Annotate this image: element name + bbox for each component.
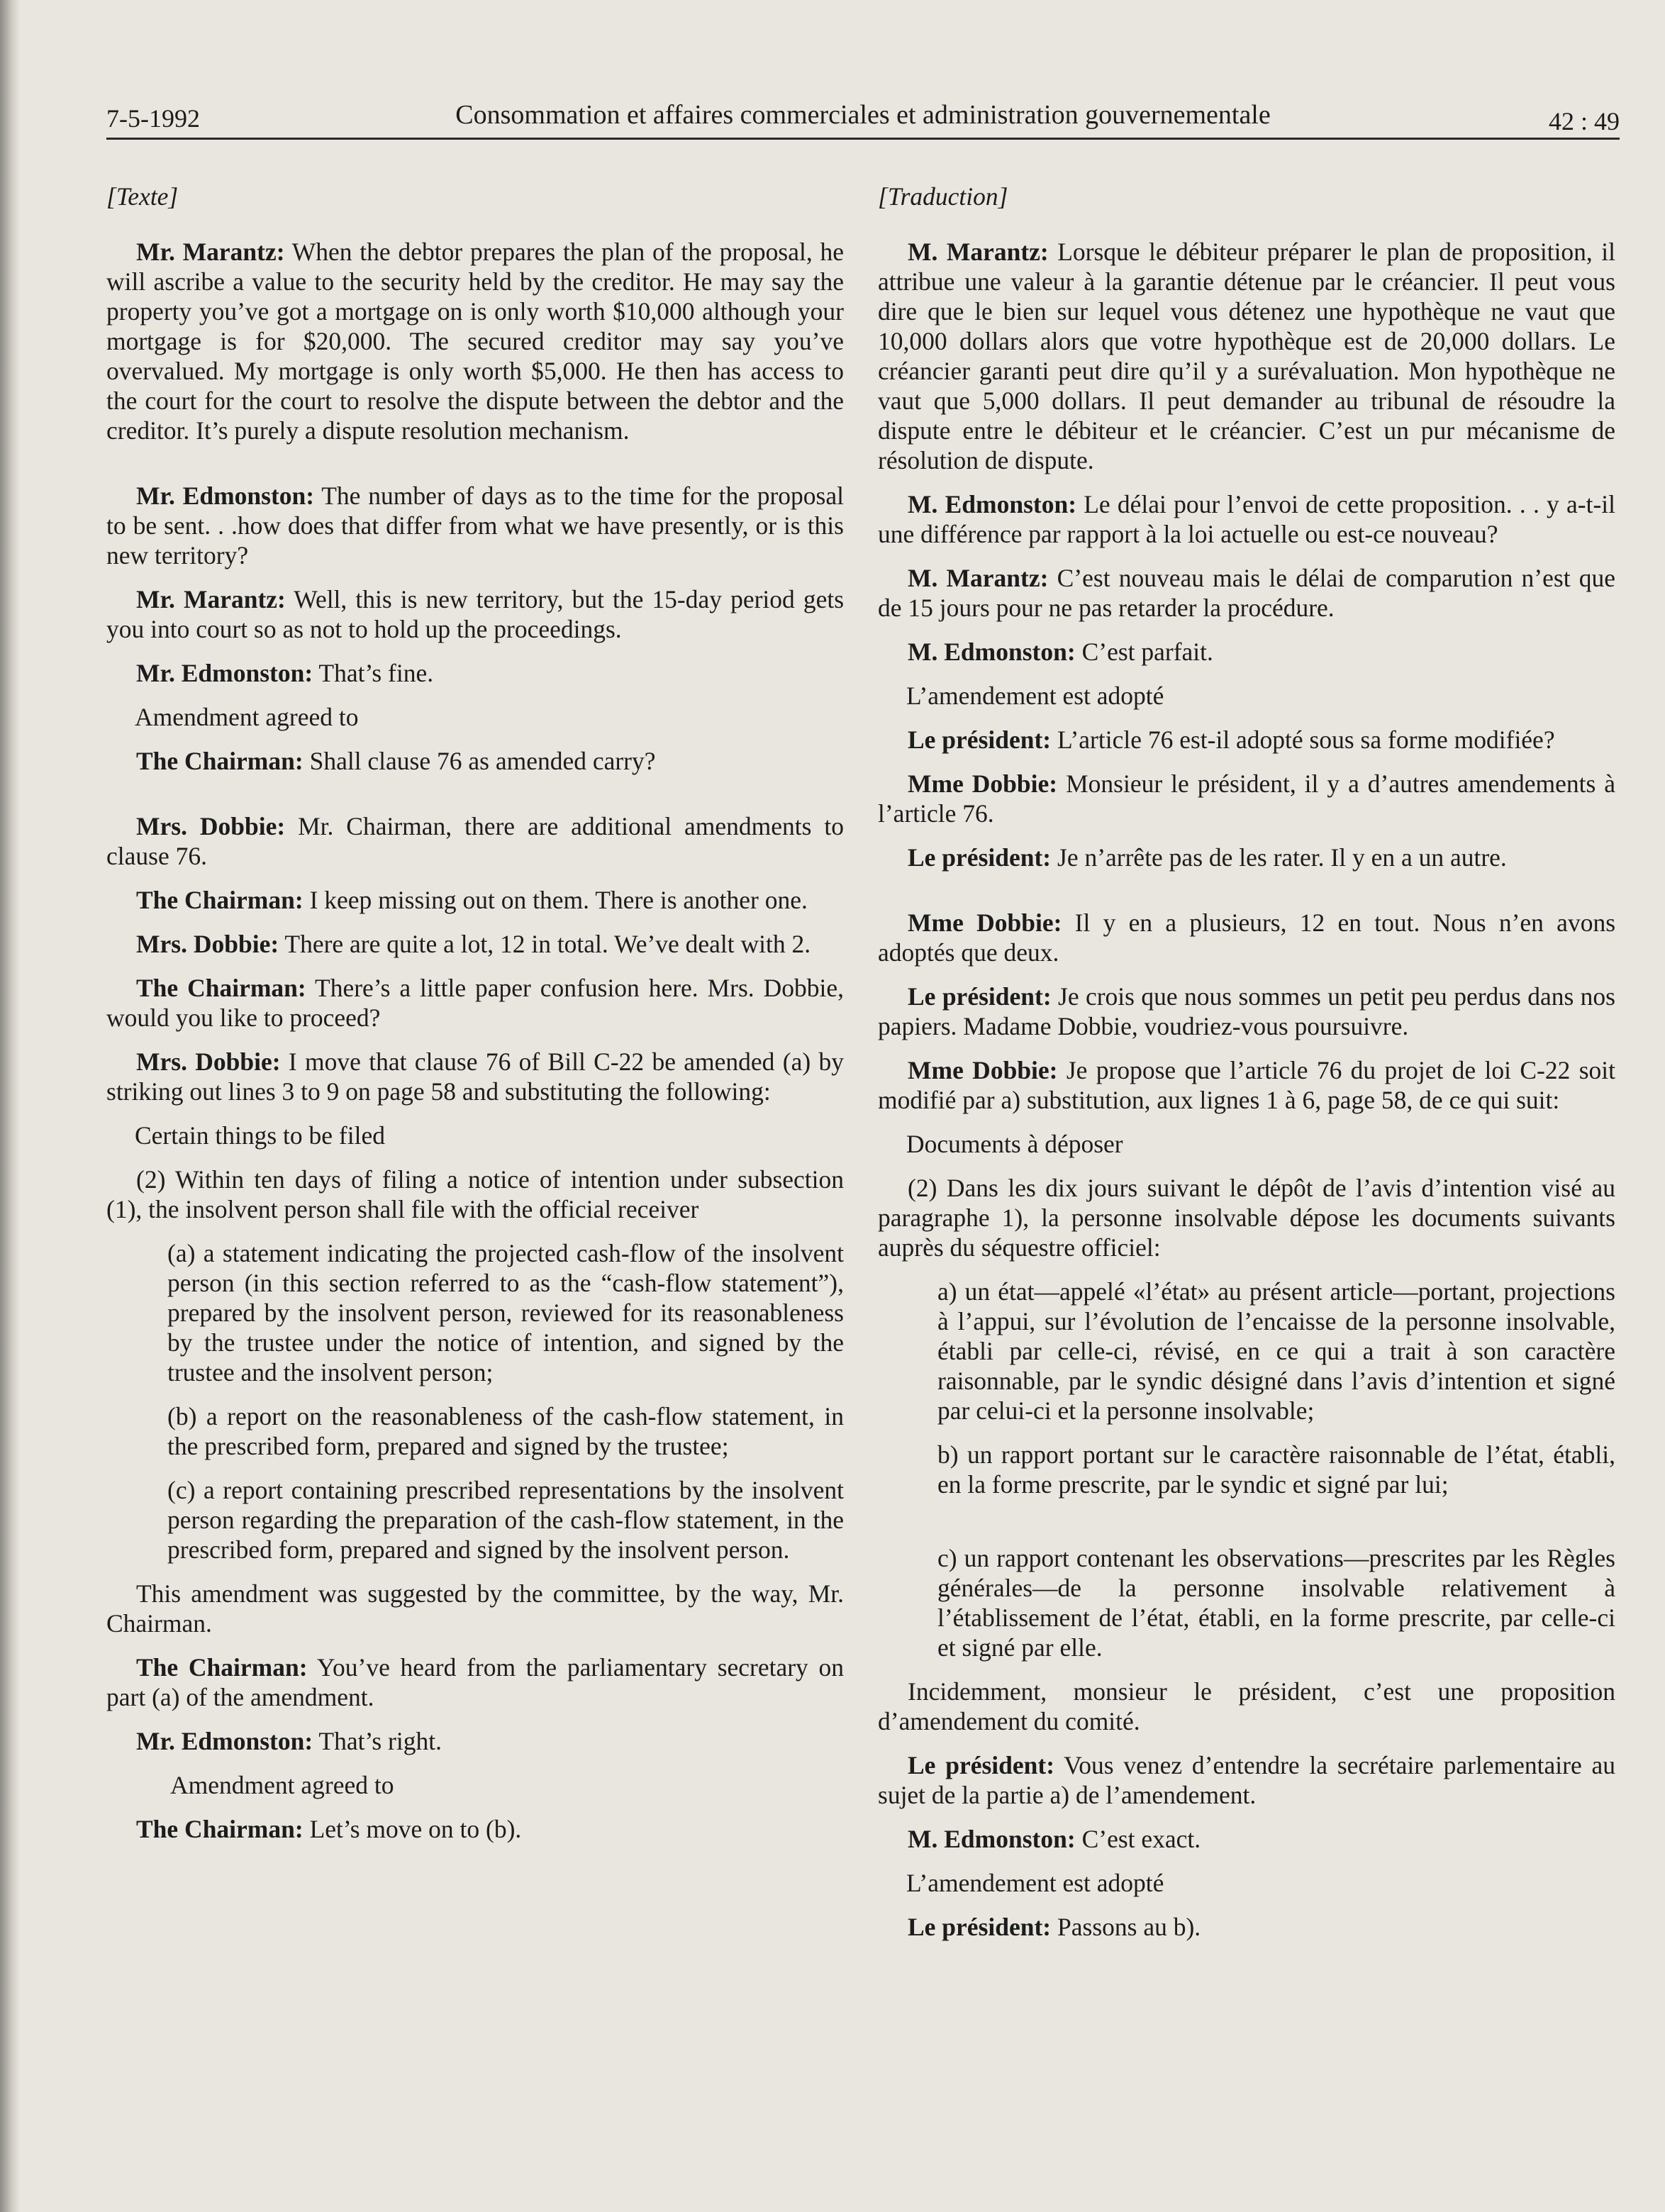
- speech-text: Let’s move on to (b).: [303, 1815, 522, 1843]
- speaker-name: Le président:: [908, 1913, 1052, 1941]
- speech-paragraph: [878, 489, 1615, 549]
- speech-paragraph: [106, 1047, 844, 1106]
- speech-paragraph: [878, 237, 1615, 475]
- header-page-number: 42 : 49: [1548, 107, 1620, 135]
- speech-paragraph: [106, 237, 844, 445]
- translation-tag: [Traduction]: [878, 182, 1008, 211]
- speech-paragraph: [878, 1912, 1615, 1942]
- speech-paragraph: [106, 481, 844, 570]
- speech-text: C’est exact.: [1075, 1825, 1201, 1853]
- amendment-text: (2) Within ten days of filing a notice of intention under subsection (1), the insolvent person shall file with the official receiver: [106, 1165, 844, 1223]
- speaker-name: Mr. Edmonston:: [136, 659, 313, 687]
- speaker-name: Le président:: [908, 843, 1052, 872]
- header-date: 7-5-1992: [106, 104, 200, 133]
- amendment-item-b: (b) a report on the reasonableness of the cash-flow statement, in the prescribed form, prepared and signed by the trustee;: [167, 1402, 844, 1460]
- speech-text: Well, this is new territory, but the 15-day period gets you into court so as not to hold up the proceedings.: [106, 585, 845, 643]
- speech-paragraph: Incidemment, monsieur le président, c’est une proposition d’amendement du comité.: [878, 1677, 1615, 1735]
- speech-text: Je n’arrête pas de les rater. Il y en a un autre.: [1051, 843, 1507, 872]
- speech-paragraph: This amendment was suggested by the committee, by the way, Mr. Chairman.: [106, 1579, 844, 1638]
- speech-text: That’s fine.: [313, 659, 434, 687]
- speech-paragraph: [106, 1814, 844, 1844]
- speech-paragraph: [106, 929, 844, 959]
- amendment-item-a: a) un état—appelé «l’état» au présent article—portant, projections à l’appui, sur l’évolution de l’encaisse de la personne insolvable, établi par celle-ci, révisé, en ce qui a trait à son caractère raisonnable, par le syndic désigné dans l’avis d’intention et signé par celui-ci et la personne insolvable;: [937, 1277, 1615, 1425]
- speech-paragraph: [106, 811, 844, 871]
- speech-paragraph: [106, 885, 844, 915]
- amendment-item-c: c) un rapport contenant les observations—prescrites par les Règles générales—de la personne insolvable relativement à l’établissement de l’état, établi, en la forme prescrite, par celle-ci et signé par elle.: [937, 1544, 1615, 1662]
- speaker-name: Mr. Marantz:: [136, 238, 285, 266]
- speech-paragraph: [106, 584, 844, 644]
- text-tag: [Texte]: [106, 182, 179, 211]
- speech-paragraph: [106, 746, 844, 776]
- speaker-name: M. Edmonston:: [908, 1825, 1076, 1853]
- speech-paragraph: [106, 658, 844, 688]
- speech-text: Lorsque le débiteur préparer le plan de proposition, il attribue une valeur à la garantie détenue par le créancier. Il peut vous dire que le bien sur lequel vous détenez une hypothèque ne vaut que 10,000 dollars alors que votre hypothèque est de 20,000 dollars. Le créancier garanti peut dire qu’il y a surévaluation. Mon hypothèque ne vaut que 5,000 dollars. Il peut demander au tribunal de résoudre la dispute entre le débiteur et le créancier. C’est un pur mécanisme de résolution de dispute.: [878, 238, 1615, 474]
- speaker-name: M. Marantz:: [908, 238, 1049, 266]
- speech-text: There are quite a lot, 12 in total. We’ve dealt with 2.: [279, 930, 811, 958]
- speech-text: You’ve heard from the parliamentary secretary on part (a) of the amendment.: [106, 1653, 844, 1711]
- speaker-name: The Chairman:: [136, 886, 304, 914]
- speech-paragraph: [878, 908, 1615, 967]
- speaker-name: Mr. Edmonston:: [136, 1727, 313, 1755]
- speaker-name: Mme Dobbie:: [908, 908, 1062, 937]
- speaker-name: Mrs. Dobbie:: [136, 1047, 281, 1076]
- speech-text: Passons au b).: [1051, 1913, 1201, 1941]
- speaker-name: M. Marantz:: [908, 564, 1049, 592]
- speech-text: C’est nouveau mais le délai de comparution n’est que de 15 jours pour ne pas retarder la procédure.: [878, 564, 1615, 622]
- speech-paragraph: [106, 973, 844, 1033]
- speaker-name: Mrs. Dobbie:: [136, 812, 286, 840]
- speech-paragraph: [878, 843, 1615, 872]
- amendment-item-c: (c) a report containing prescribed representations by the insolvent person regarding the preparation of the cash-flow statement, in the prescribed form, prepared and signed by the insolvent person.: [167, 1476, 844, 1564]
- speech-text: Je propose que l’article 76 du projet de loi C-22 soit modifié par a) substitution, aux lignes 1 à 6, page 58, de ce qui suit:: [878, 1056, 1615, 1114]
- speech-paragraph: [878, 1750, 1615, 1810]
- amendment-heading: Documents à déposer: [906, 1130, 1123, 1158]
- amendment-item-b: b) un rapport portant sur le caractère raisonnable de l’état, établi, en la forme prescrite, par le syndic et signé par lui;: [937, 1440, 1615, 1499]
- speech-paragraph: [878, 637, 1615, 667]
- speech-text: Je crois que nous sommes un petit peu perdus dans nos papiers. Madame Dobbie, voudriez-vous poursuivre.: [878, 982, 1615, 1040]
- speaker-name: The Chairman:: [136, 1653, 308, 1682]
- page-edge-shadow: [0, 0, 20, 2212]
- speaker-name: The Chairman:: [136, 974, 306, 1002]
- french-column: [878, 182, 1615, 1956]
- speech-paragraph: [878, 982, 1615, 1041]
- speaker-name: The Chairman:: [136, 747, 304, 775]
- amendment-item-a: (a) a statement indicating the projected cash-flow of the insolvent person (in this section referred to as the “cash-flow statement”), prepared by the insolvent person, reviewed for its reasonableness by the trustee under the notice of intention, and signed by the trustee and the insolvent person;: [167, 1239, 844, 1386]
- speaker-name: Mme Dobbie:: [908, 769, 1058, 798]
- speaker-name: Mrs. Dobbie:: [136, 930, 279, 958]
- speaker-name: Mme Dobbie:: [908, 1056, 1058, 1084]
- speech-text: Mr. Chairman, there are additional amendments to clause 76.: [106, 812, 844, 870]
- procedural-note: L’amendement est adopté: [906, 682, 1164, 710]
- speech-text: Monsieur le président, il y a d’autres amendements à l’article 76.: [878, 769, 1615, 828]
- speech-paragraph: [106, 1726, 844, 1756]
- speaker-name: Le président:: [908, 1751, 1055, 1779]
- page-header: [106, 98, 1620, 140]
- speech-text: Vous venez d’entendre la secrétaire parlementaire au sujet de la partie a) de l’amendement.: [878, 1751, 1615, 1809]
- speaker-name: Le président:: [908, 726, 1052, 754]
- speech-paragraph: [106, 1652, 844, 1712]
- speech-text: I move that clause 76 of Bill C-22 be amended (a) by striking out lines 3 to 9 on page 58 and substituting the following:: [106, 1047, 844, 1106]
- speech-paragraph: [878, 725, 1615, 755]
- speaker-name: M. Edmonston:: [908, 490, 1077, 518]
- speech-text: L’article 76 est-il adopté sous sa forme modifiée?: [1051, 726, 1555, 754]
- speech-text: That’s right.: [313, 1727, 442, 1755]
- speech-text: Le délai pour l’envoi de cette proposition. . . y a-t-il une différence par rapport à la loi actuelle ou est-ce nouveau?: [878, 490, 1615, 548]
- procedural-note: Amendment agreed to: [135, 703, 359, 731]
- speech-paragraph: [878, 1824, 1615, 1854]
- speech-paragraph: [878, 1055, 1615, 1115]
- speech-text: Shall clause 76 as amended carry?: [303, 747, 656, 775]
- speech-text: I keep missing out on them. There is another one.: [303, 886, 808, 914]
- speech-text: C’est parfait.: [1075, 638, 1213, 666]
- speech-text: When the debtor prepares the plan of the proposal, he will ascribe a value to the security held by the creditor. He may say the property you’ve got a mortgage on is only worth $10,000 although your mortgage is for $20,000. The secured creditor may say you’ve overvalued. My mortgage is only worth $5,000. He then has access to the court for the court to resolve the dispute between the debtor and the creditor. It’s purely a dispute resolution mechanism.: [106, 238, 845, 445]
- procedural-note: L’amendement est adopté: [906, 1869, 1164, 1897]
- english-column: [106, 182, 844, 1858]
- amendment-heading: Certain things to be filed: [135, 1121, 385, 1150]
- amendment-text: (2) Dans les dix jours suivant le dépôt de l’avis d’intention visé au paragraphe 1), la personne insolvable dépose les documents suivants auprès du séquestre officiel:: [878, 1174, 1615, 1262]
- procedural-note: Amendment agreed to: [170, 1771, 394, 1799]
- header-title: Consommation et affaires commerciales et administration gouvernementale: [455, 100, 1271, 130]
- speaker-name: M. Edmonston:: [908, 638, 1076, 666]
- speaker-name: Mr. Edmonston:: [136, 482, 315, 510]
- speaker-name: The Chairman:: [136, 1815, 304, 1843]
- speaker-name: Mr. Marantz:: [136, 585, 286, 613]
- speaker-name: Le président:: [908, 982, 1052, 1011]
- speech-text: Il y en a plusieurs, 12 en tout. Nous n’en avons adoptés que deux.: [878, 908, 1616, 967]
- speech-paragraph: [878, 563, 1615, 623]
- speech-text: There’s a little paper confusion here. Mrs. Dobbie, would you like to proceed?: [106, 974, 844, 1032]
- speech-paragraph: [878, 769, 1615, 828]
- speech-text: The number of days as to the time for the proposal to be sent. . .how does that differ from what we have presently, or is this new territory?: [106, 482, 844, 569]
